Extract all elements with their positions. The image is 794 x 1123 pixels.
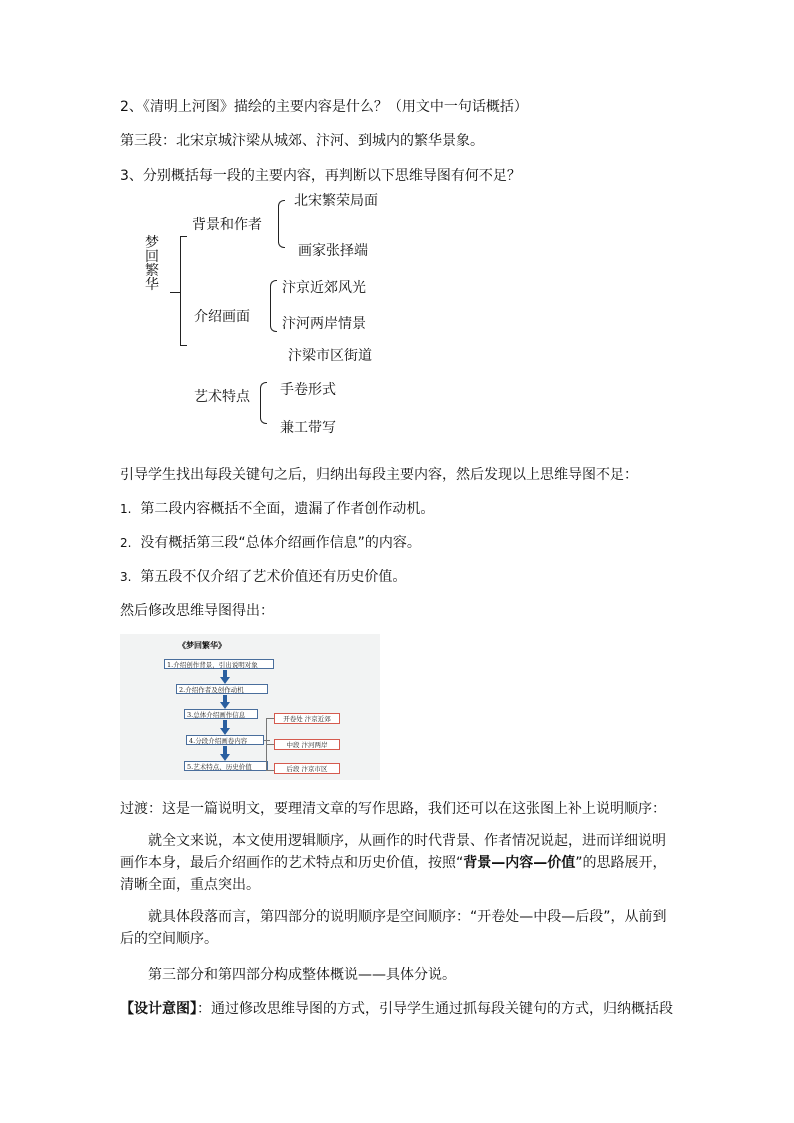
- root-connector: [170, 292, 180, 293]
- arrow-down-icon: [220, 702, 230, 709]
- design-intent-text: ：通过修改思维导图的方式，引导学生通过抓每段关键句的方式，归纳概括段: [197, 1001, 673, 1017]
- point-item: [120, 566, 406, 586]
- point-number: 2.: [120, 536, 132, 550]
- revised-mind-map-figure: [120, 634, 380, 780]
- point-number: 3.: [120, 570, 132, 584]
- figure-step: 1.介绍创作背景，引出说明对象: [164, 659, 274, 669]
- mindmap-root: 梦回繁华: [145, 235, 159, 293]
- paragraph-text: 就全文来说，本文使用逻辑顺序，从画作的时代背景、作者情况说起，进而详细说明画作本身，最后介绍画作的艺术特点和历史价值，按照“: [120, 833, 666, 871]
- analysis-intro: 引导学生找出每段关键句之后，归纳出每段主要内容，然后发现以上思维导图不足：: [120, 467, 638, 483]
- paragraph-specific-order: 就具体段落而言，第四部分的说明顺序是空间顺序：“开卷处—中段—后段”，从前到后的空间顺序。: [120, 909, 667, 947]
- branch2-item: 汴河两岸情景: [282, 316, 366, 332]
- question-3: 3、分别概括每一段的主要内容，再判断以下思维导图有何不足？: [120, 168, 521, 184]
- figure-sub-step: 开卷处 汴京近郊: [274, 713, 340, 724]
- branch-art-features: 艺术特点: [194, 389, 250, 405]
- key-phrase: 背景—内容—价值: [463, 855, 576, 871]
- paragraph-structure: 第三部分和第四部分构成整体概说——具体分说。: [148, 967, 456, 983]
- point-item: [120, 498, 434, 518]
- revise-line: 然后修改思维导图得出：: [120, 603, 274, 619]
- figure-step: 2.介绍作者及创作动机: [176, 684, 268, 694]
- point-item: [120, 532, 421, 552]
- branch-background-author: 背景和作者: [192, 217, 262, 233]
- paragraph-overall-order: [120, 830, 676, 896]
- branch2-item: 汴梁市区街道: [288, 348, 372, 364]
- branch3-item: 手卷形式: [280, 382, 336, 398]
- sub-connector: [266, 744, 274, 745]
- question-2: 2、《清明上河图》描绘的主要内容是什么？（用文中一句话概括）: [120, 99, 528, 115]
- point-number: 1.: [120, 502, 132, 516]
- figure-step: 3.总体介绍画作信息: [184, 709, 258, 719]
- paragraph-text: ”的思路展开，清晰全面，重点突出。: [120, 855, 667, 893]
- branch-introduce-picture: 介绍画面: [194, 309, 250, 325]
- arrow-down-icon: [220, 754, 230, 761]
- point-text: 第二段内容概括不全面，遗漏了作者创作动机。: [140, 501, 435, 517]
- branch3-item: 兼工带写: [280, 420, 336, 436]
- branch1-item: 画家张择端: [298, 243, 368, 259]
- question-2-answer: 第三段：北宋京城汴梁从城郊、汴河、到城内的繁华景象。: [120, 133, 484, 149]
- figure-step: 5.艺术特点、历史价值: [184, 761, 268, 771]
- root-brace: [180, 236, 187, 346]
- point-text: 没有概括第三段“总体介绍画作信息”的内容。: [140, 535, 421, 551]
- transition-line: 过渡：这是一篇说明文，要理清文章的写作思路，我们还可以在这张图上补上说明顺序：: [120, 801, 666, 817]
- branch2-item: 汴京近郊风光: [282, 280, 366, 296]
- branch1-brace: [278, 200, 285, 248]
- figure-step: 4.分段介绍画卷内容: [186, 735, 264, 745]
- figure-title: 《梦回繁华》: [178, 640, 226, 650]
- arrow-down-icon: [220, 677, 230, 684]
- branch1-item: 北宋繁荣局面: [294, 193, 378, 209]
- arrow-down-icon: [220, 728, 230, 735]
- sub-connector: [264, 740, 270, 741]
- figure-sub-step: 中段 汴河两岸: [274, 739, 340, 750]
- design-intent: [120, 998, 673, 1018]
- branch3-brace: [260, 382, 267, 424]
- design-intent-label: 【设计意图】: [120, 1001, 197, 1017]
- branch2-brace: [270, 280, 277, 332]
- point-text: 第五段不仅介绍了艺术价值还有历史价值。: [140, 569, 407, 585]
- figure-sub-step: 后段 汴京市区: [274, 763, 340, 774]
